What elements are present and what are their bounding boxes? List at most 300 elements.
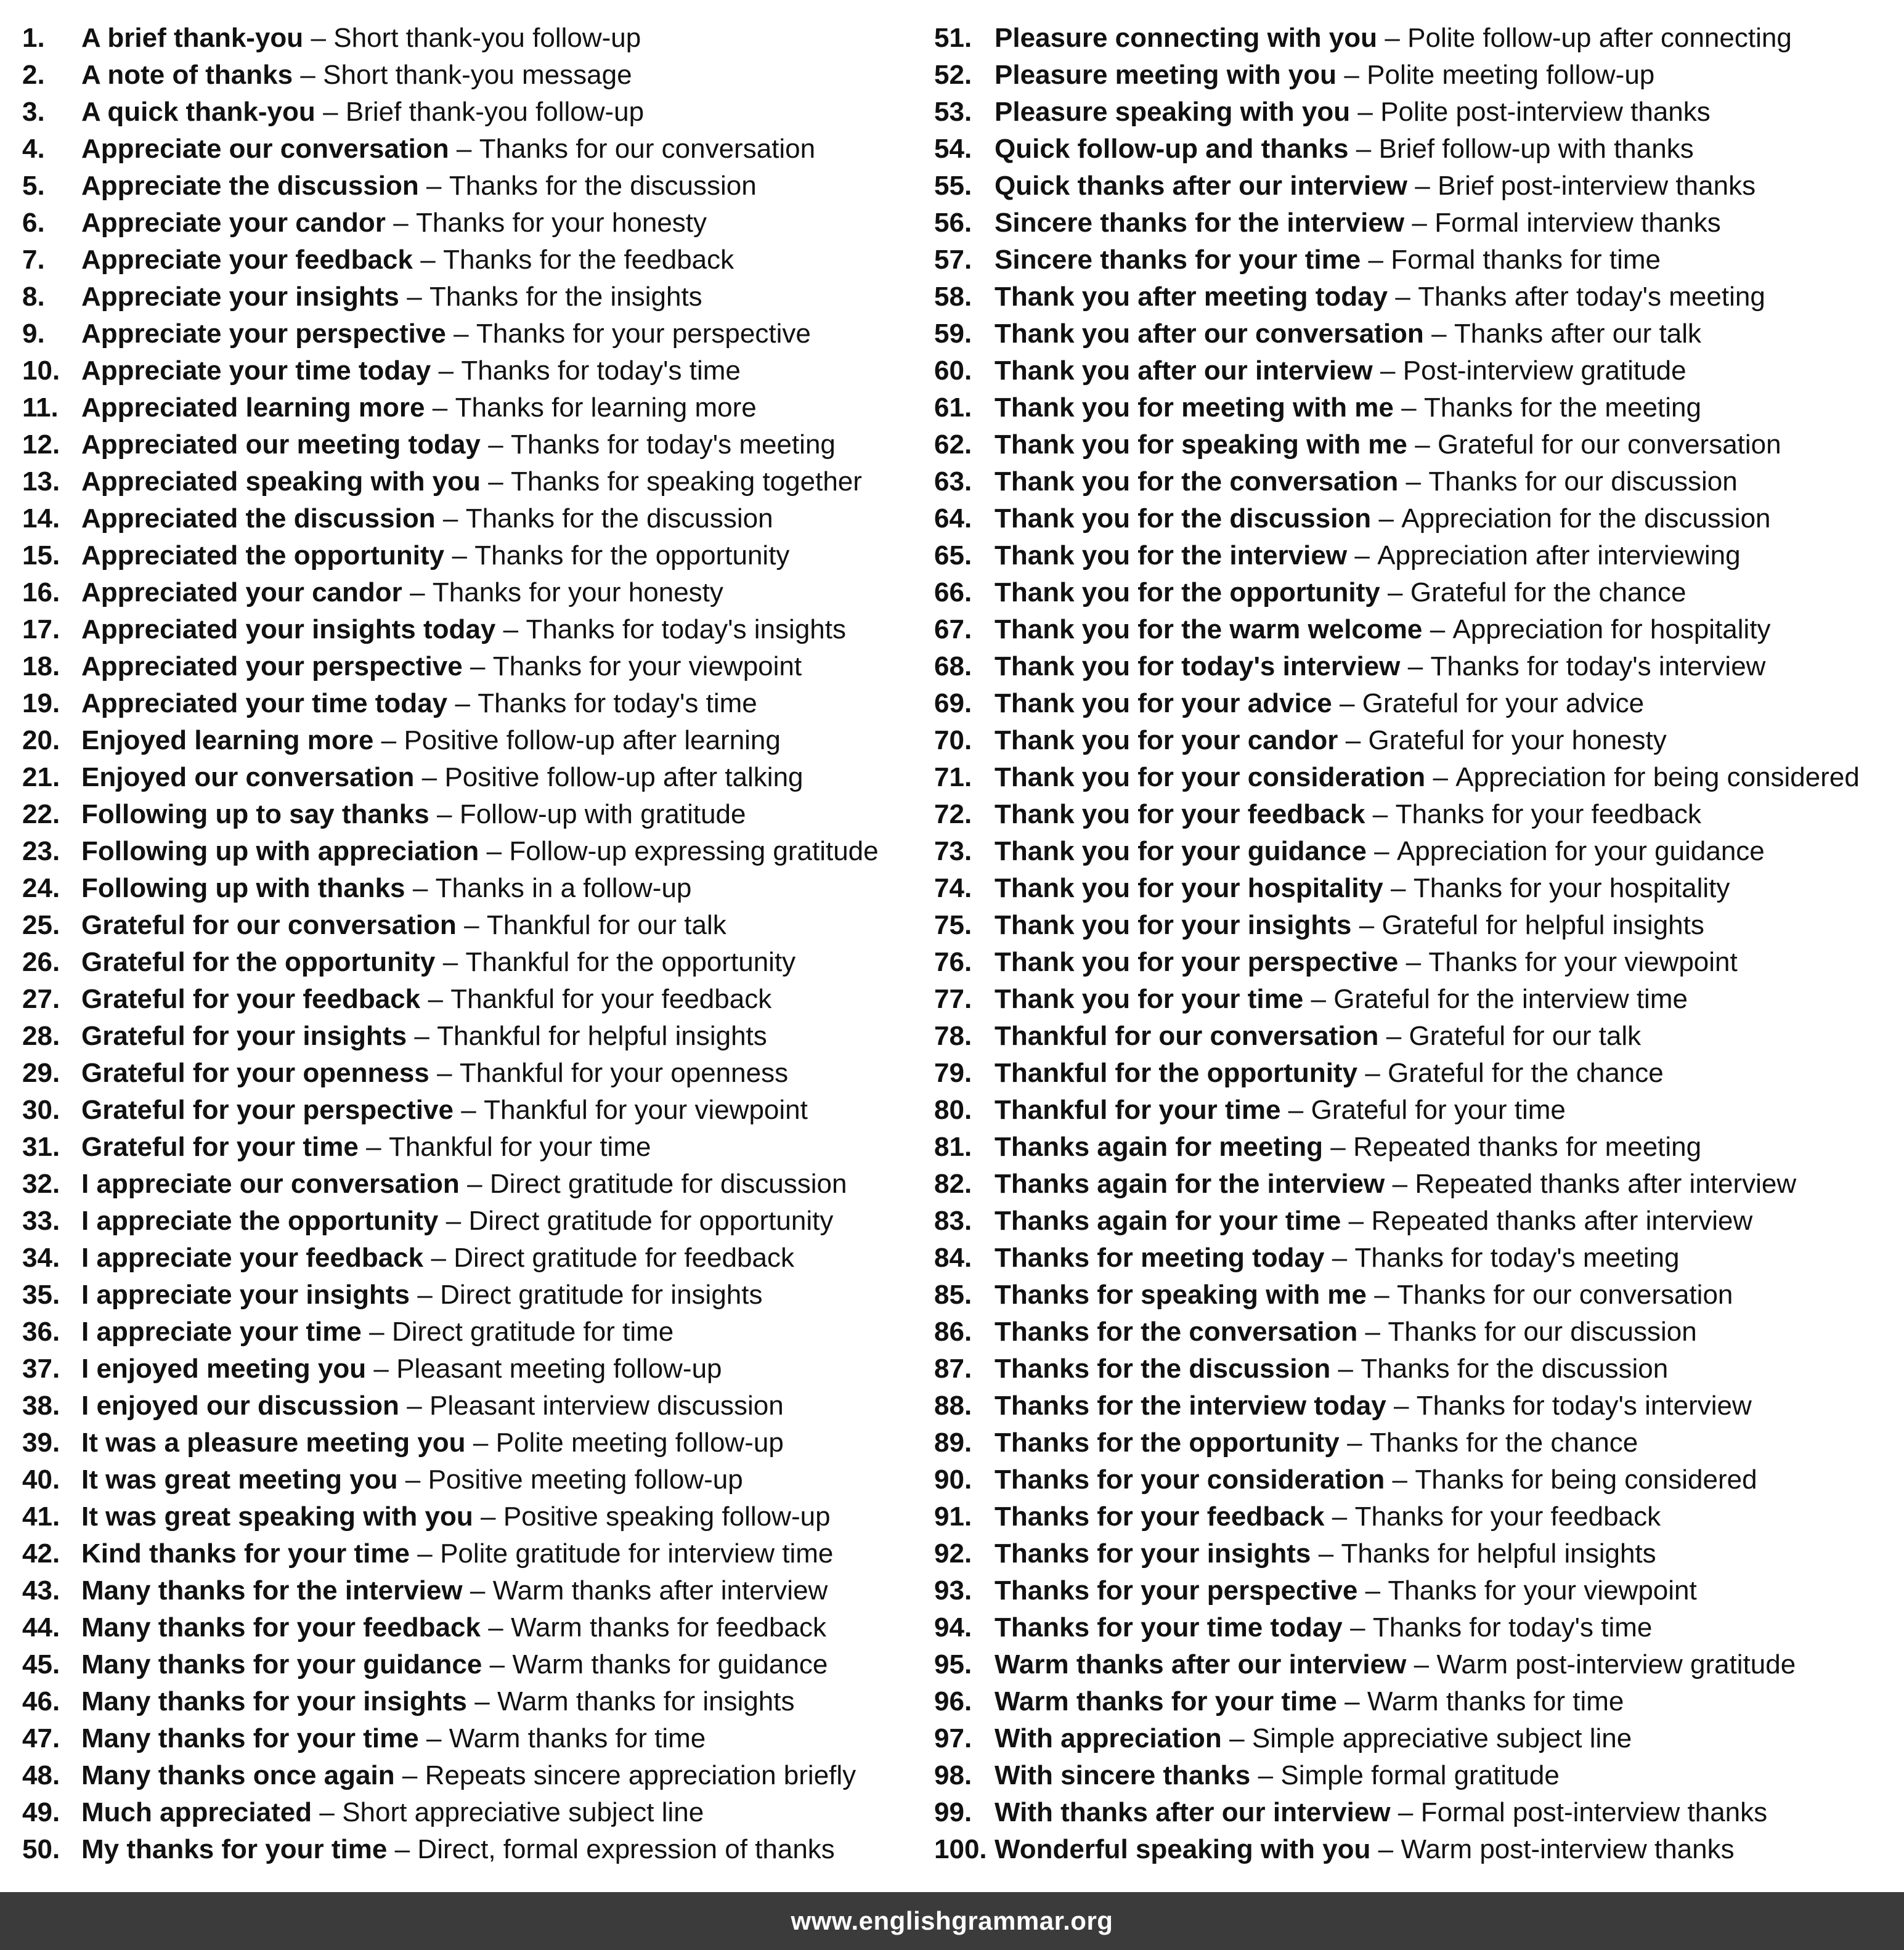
item-phrase: I appreciate your time <box>81 1317 362 1347</box>
item-description: Thanks for the discussion <box>1361 1354 1669 1384</box>
list-item <box>22 1424 928 1461</box>
item-phrase: Appreciated your time today <box>81 688 448 718</box>
item-description: Positive speaking follow-up <box>503 1501 831 1532</box>
item-description: Thanks for your perspective <box>476 319 811 349</box>
item-number: 30. <box>22 1095 60 1125</box>
item-number: 39. <box>22 1428 60 1458</box>
list-item <box>22 1240 928 1277</box>
item-number: 77. <box>934 984 972 1014</box>
item-number: 62. <box>934 429 972 460</box>
list-item <box>934 907 1895 944</box>
item-phrase: Appreciate your time today <box>81 355 431 386</box>
item-number: 88. <box>934 1391 972 1421</box>
item-phrase: Quick thanks after our interview <box>995 171 1407 201</box>
item-number: 48. <box>22 1760 60 1790</box>
item-description: Thanks after our talk <box>1454 319 1701 349</box>
item-number: 27. <box>22 984 60 1014</box>
item-separator: – <box>1345 725 1361 755</box>
item-separator: – <box>381 725 397 755</box>
item-description: Appreciation for your guidance <box>1396 836 1765 866</box>
item-number: 46. <box>22 1686 60 1716</box>
item-number: 55. <box>934 171 972 201</box>
item-number: 28. <box>22 1021 60 1051</box>
item-phrase: Thanks for meeting today <box>995 1243 1325 1273</box>
item-separator: – <box>412 873 428 903</box>
item-description: Polite gratitude for interview time <box>440 1538 834 1569</box>
item-description: Appreciation for hospitality <box>1452 614 1771 644</box>
item-phrase: Sincere thanks for the interview <box>995 208 1405 238</box>
item-separator: – <box>488 429 503 460</box>
list-item <box>22 685 928 722</box>
item-phrase: Appreciated your insights today <box>81 614 496 644</box>
item-number: 91. <box>934 1501 972 1532</box>
item-phrase: Thank you after meeting today <box>995 282 1388 312</box>
item-number: 53. <box>934 97 972 127</box>
item-separator: – <box>426 1723 442 1753</box>
item-description: Polite follow-up after connecting <box>1407 23 1792 53</box>
item-phrase: Thank you after our conversation <box>995 319 1424 349</box>
item-phrase: A brief thank-you <box>81 23 304 53</box>
item-number: 33. <box>22 1206 60 1236</box>
list-item <box>934 870 1895 907</box>
item-separator: – <box>373 1354 389 1384</box>
item-separator: – <box>1378 1834 1394 1864</box>
item-phrase: Following up to say thanks <box>81 799 429 829</box>
list-item <box>22 759 928 796</box>
item-description: Thanks for speaking together <box>511 466 862 497</box>
item-number: 87. <box>934 1354 972 1384</box>
item-separator: – <box>1392 1465 1408 1495</box>
item-description: Thankful for helpful insights <box>437 1021 767 1051</box>
item-phrase: Appreciated our meeting today <box>81 429 481 460</box>
list-item <box>934 20 1895 57</box>
item-number: 85. <box>934 1280 972 1310</box>
item-separator: – <box>323 97 338 127</box>
item-separator: – <box>1415 429 1430 460</box>
list-item <box>22 870 928 907</box>
list-item <box>934 1794 1895 1831</box>
item-separator: – <box>1397 1797 1414 1827</box>
item-number: 96. <box>934 1686 972 1716</box>
right-column <box>934 20 1895 1868</box>
item-number: 26. <box>22 947 60 977</box>
item-separator: – <box>407 282 422 312</box>
item-number: 43. <box>22 1575 60 1606</box>
item-description: Thanks in a follow-up <box>435 873 692 903</box>
item-number: 95. <box>934 1649 972 1680</box>
list-item <box>934 1609 1895 1646</box>
list-item <box>22 1387 928 1424</box>
item-phrase: Appreciate our conversation <box>81 134 449 164</box>
item-phrase: Grateful for your feedback <box>81 984 421 1014</box>
list-item <box>22 1609 928 1646</box>
item-separator: – <box>311 23 326 53</box>
item-phrase: Thank you for your perspective <box>995 947 1399 977</box>
list-item <box>934 833 1895 870</box>
item-description: Formal interview thanks <box>1434 208 1721 238</box>
item-number: 90. <box>934 1465 972 1495</box>
item-description: Repeated thanks for meeting <box>1353 1132 1702 1162</box>
item-number: 42. <box>22 1538 60 1569</box>
item-phrase: Warm thanks after our interview <box>995 1649 1407 1680</box>
item-number: 2. <box>22 60 45 90</box>
item-number: 16. <box>22 577 60 607</box>
item-number: 4. <box>22 134 45 164</box>
item-description: Thanks for the feedback <box>443 245 734 275</box>
list-item <box>934 1646 1895 1683</box>
list-item <box>22 944 928 981</box>
item-separator: – <box>1365 1575 1381 1606</box>
item-phrase: Thanks for your perspective <box>995 1575 1358 1606</box>
item-phrase: Appreciated the opportunity <box>81 540 445 571</box>
item-description: Thankful for your viewpoint <box>484 1095 808 1125</box>
item-number: 45. <box>22 1649 60 1680</box>
list-item <box>934 1018 1895 1055</box>
item-description: Simple appreciative subject line <box>1251 1723 1632 1753</box>
item-phrase: With thanks after our interview <box>995 1797 1391 1827</box>
item-separator: – <box>437 1058 452 1088</box>
list-item <box>22 574 928 611</box>
item-number: 32. <box>22 1169 60 1199</box>
list-item <box>934 611 1895 648</box>
item-separator: – <box>1229 1723 1245 1753</box>
list-item <box>22 537 928 574</box>
item-separator: – <box>1348 1206 1364 1236</box>
list-item <box>22 315 928 352</box>
item-number: 69. <box>934 688 972 718</box>
list-item <box>934 57 1895 94</box>
item-phrase: Thank you for your feedback <box>995 799 1365 829</box>
list-item <box>22 242 928 278</box>
item-description: Thanks for your honesty <box>416 208 707 238</box>
item-separator: – <box>1330 1132 1346 1162</box>
item-description: Grateful for your honesty <box>1368 725 1667 755</box>
list-item <box>22 168 928 205</box>
item-separator: – <box>464 910 479 940</box>
item-description: Thanks for today's meeting <box>1354 1243 1680 1273</box>
item-description: Thanks for your hospitality <box>1413 873 1730 903</box>
item-separator: – <box>486 836 502 866</box>
item-separator: – <box>1374 836 1389 866</box>
item-separator: – <box>1406 466 1422 497</box>
item-separator: – <box>1386 1021 1402 1051</box>
item-number: 65. <box>934 540 972 571</box>
item-number: 9. <box>22 319 45 349</box>
item-number: 25. <box>22 910 60 940</box>
item-number: 47. <box>22 1723 60 1753</box>
item-description: Thanks for your honesty <box>432 577 723 607</box>
item-separator: – <box>461 1095 476 1125</box>
item-separator: – <box>421 762 437 792</box>
item-separator: – <box>1344 60 1359 90</box>
item-separator: – <box>405 1465 421 1495</box>
item-separator: – <box>1394 1391 1409 1421</box>
item-number: 58. <box>934 282 972 312</box>
item-phrase: Thanks again for your time <box>995 1206 1341 1236</box>
item-separator: – <box>1311 984 1326 1014</box>
list-item <box>934 1831 1895 1868</box>
item-description: Direct gratitude for feedback <box>454 1243 794 1273</box>
list-item <box>934 352 1895 389</box>
item-phrase: I enjoyed meeting you <box>81 1354 367 1384</box>
list-item <box>934 1203 1895 1240</box>
list-item <box>934 1535 1895 1572</box>
item-description: Brief thank-you follow-up <box>345 97 645 127</box>
item-description: Appreciation for being considered <box>1455 762 1860 792</box>
item-number: 54. <box>934 134 972 164</box>
item-number: 86. <box>934 1317 972 1347</box>
item-separator: – <box>1392 1169 1408 1199</box>
item-phrase: Much appreciated <box>81 1797 312 1827</box>
item-description: Thanks for the meeting <box>1423 392 1701 423</box>
list-item <box>934 981 1895 1018</box>
item-separator: – <box>1378 503 1394 534</box>
item-phrase: Appreciated the discussion <box>81 503 436 534</box>
item-number: 61. <box>934 392 972 423</box>
item-separator: – <box>1433 762 1448 792</box>
item-description: Grateful for our talk <box>1409 1021 1642 1051</box>
list-item <box>934 722 1895 759</box>
item-description: Thanks for your feedback <box>1354 1501 1661 1532</box>
item-description: Short thank-you message <box>323 60 632 90</box>
item-phrase: Warm thanks for your time <box>995 1686 1337 1716</box>
item-phrase: Many thanks for your time <box>81 1723 419 1753</box>
item-number: 1. <box>22 23 45 53</box>
item-description: Thanks for your feedback <box>1395 799 1702 829</box>
item-phrase: Quick follow-up and thanks <box>995 134 1349 164</box>
item-phrase: Appreciated your perspective <box>81 651 463 681</box>
list-item <box>22 722 928 759</box>
item-number: 70. <box>934 725 972 755</box>
item-phrase: It was great speaking with you <box>81 1501 473 1532</box>
item-phrase: Thanks for the discussion <box>995 1354 1331 1384</box>
item-description: Appreciation after interviewing <box>1377 540 1741 571</box>
item-phrase: I appreciate the opportunity <box>81 1206 439 1236</box>
item-phrase: Thank you for the conversation <box>995 466 1399 497</box>
item-phrase: I enjoyed our discussion <box>81 1391 399 1421</box>
item-number: 10. <box>22 355 60 386</box>
list-item <box>934 1757 1895 1794</box>
item-separator: – <box>488 466 503 497</box>
item-phrase: Appreciated your candor <box>81 577 402 607</box>
item-description: Warm thanks for feedback <box>511 1612 826 1643</box>
item-number: 36. <box>22 1317 60 1347</box>
item-description: Direct gratitude for opportunity <box>468 1206 834 1236</box>
item-description: Thanks for the opportunity <box>474 540 790 571</box>
item-separator: – <box>1401 392 1417 423</box>
list-item <box>22 981 928 1018</box>
item-phrase: Thank you for the warm welcome <box>995 614 1423 644</box>
item-phrase: Thanks again for meeting <box>995 1132 1323 1162</box>
list-item <box>22 1757 928 1794</box>
item-phrase: Grateful for our conversation <box>81 910 457 940</box>
item-description: Grateful for helpful insights <box>1381 910 1704 940</box>
item-number: 6. <box>22 208 45 238</box>
item-description: Repeats sincere appreciation briefly <box>425 1760 856 1790</box>
item-separator: – <box>1388 577 1403 607</box>
item-description: Warm thanks after interview <box>492 1575 828 1606</box>
item-number: 98. <box>934 1760 972 1790</box>
item-description: Follow-up with gratitude <box>459 799 746 829</box>
item-separator: – <box>437 799 452 829</box>
item-separator: – <box>1318 1538 1334 1569</box>
item-number: 19. <box>22 688 60 718</box>
item-phrase: Appreciated speaking with you <box>81 466 481 497</box>
item-number: 68. <box>934 651 972 681</box>
list-item <box>934 1461 1895 1498</box>
item-description: Formal thanks for time <box>1391 245 1661 275</box>
item-separator: – <box>1365 1058 1380 1088</box>
list-item <box>22 426 928 463</box>
item-description: Thanks for learning more <box>455 392 757 423</box>
item-description: Short appreciative subject line <box>342 1797 704 1827</box>
list-item <box>22 1351 928 1387</box>
item-separator: – <box>470 651 486 681</box>
item-number: 80. <box>934 1095 972 1125</box>
item-number: 49. <box>22 1797 60 1827</box>
item-phrase: Kind thanks for your time <box>81 1538 410 1569</box>
item-separator: – <box>445 1206 462 1236</box>
item-number: 18. <box>22 651 60 681</box>
item-phrase: It was a pleasure meeting you <box>81 1428 466 1458</box>
item-phrase: Grateful for your openness <box>81 1058 429 1088</box>
item-phrase: Thankful for our conversation <box>995 1021 1379 1051</box>
list-item <box>22 463 928 500</box>
item-number: 76. <box>934 947 972 977</box>
list-item <box>934 463 1895 500</box>
list-item <box>934 1092 1895 1129</box>
item-separator: – <box>470 1575 486 1606</box>
list-item <box>934 426 1895 463</box>
list-item <box>22 131 928 168</box>
item-description: Follow-up expressing gratitude <box>509 836 879 866</box>
item-phrase: Grateful for the opportunity <box>81 947 436 977</box>
item-description: Direct gratitude for discussion <box>489 1169 847 1199</box>
item-separator: – <box>442 947 458 977</box>
item-number: 56. <box>934 208 972 238</box>
item-number: 14. <box>22 503 60 534</box>
item-description: Formal post-interview thanks <box>1420 1797 1768 1827</box>
item-phrase: Pleasure meeting with you <box>995 60 1337 90</box>
item-separator: – <box>438 355 454 386</box>
item-separator: – <box>431 1243 446 1273</box>
item-separator: – <box>452 540 467 571</box>
item-number: 52. <box>934 60 972 90</box>
item-phrase: A note of thanks <box>81 60 293 90</box>
list-item <box>934 796 1895 833</box>
item-separator: – <box>1288 1095 1304 1125</box>
item-separator: – <box>420 245 436 275</box>
list-item <box>934 1277 1895 1314</box>
item-description: Grateful for our conversation <box>1438 429 1781 460</box>
item-number: 73. <box>934 836 972 866</box>
item-number: 7. <box>22 245 45 275</box>
item-phrase: Pleasure connecting with you <box>995 23 1378 53</box>
list-item <box>22 1794 928 1831</box>
item-separator: – <box>414 1021 429 1051</box>
list-item <box>934 537 1895 574</box>
list-item <box>934 1683 1895 1720</box>
item-description: Thanks for your viewpoint <box>492 651 802 681</box>
item-description: Short thank-you follow-up <box>333 23 641 53</box>
item-separator: – <box>1258 1760 1274 1790</box>
item-number: 84. <box>934 1243 972 1273</box>
item-description: Thanks for our discussion <box>1428 466 1738 497</box>
item-phrase: Many thanks once again <box>81 1760 395 1790</box>
list-item <box>934 1055 1895 1092</box>
item-separator: – <box>1406 947 1422 977</box>
item-number: 94. <box>934 1612 972 1643</box>
item-description: Thanks for today's time <box>478 688 757 718</box>
item-number: 75. <box>934 910 972 940</box>
list-item <box>934 1572 1895 1609</box>
list-item <box>22 500 928 537</box>
item-phrase: Thank you for your candor <box>995 725 1338 755</box>
item-description: Thanks for our conversation <box>479 134 816 164</box>
footer-bar <box>0 1892 1904 1950</box>
item-phrase: A quick thank-you <box>81 97 315 127</box>
item-phrase: Thanks for speaking with me <box>995 1280 1367 1310</box>
list-item <box>22 1535 928 1572</box>
item-description: Thanks for your viewpoint <box>1388 1575 1697 1606</box>
list-item <box>22 57 928 94</box>
list-item <box>22 1314 928 1351</box>
item-phrase: Appreciate your insights <box>81 282 399 312</box>
list-item <box>22 796 928 833</box>
list-item <box>934 242 1895 278</box>
item-separator: – <box>1338 1354 1354 1384</box>
item-phrase: Thank you for your time <box>995 984 1304 1014</box>
item-separator: – <box>1345 1686 1360 1716</box>
list-item <box>934 1166 1895 1203</box>
item-separator: – <box>1372 799 1388 829</box>
item-phrase: Thank you for your advice <box>995 688 1332 718</box>
list-item <box>22 1203 928 1240</box>
item-phrase: Thank you for the interview <box>995 540 1348 571</box>
item-number: 35. <box>22 1280 60 1310</box>
list-item <box>934 1314 1895 1351</box>
item-phrase: Thank you for meeting with me <box>995 392 1394 423</box>
item-phrase: Many thanks for your guidance <box>81 1649 482 1680</box>
item-separator: – <box>473 1428 489 1458</box>
list-item <box>22 205 928 242</box>
item-phrase: Following up with thanks <box>81 873 405 903</box>
item-phrase: Thank you after our interview <box>995 355 1373 386</box>
item-phrase: Thanks for your consideration <box>995 1465 1385 1495</box>
item-number: 60. <box>934 355 972 386</box>
item-description: Positive follow-up after talking <box>444 762 804 792</box>
item-phrase: Thank you for your insights <box>995 910 1352 940</box>
item-number: 82. <box>934 1169 972 1199</box>
item-phrase: Enjoyed learning more <box>81 725 374 755</box>
item-separator: – <box>456 134 472 164</box>
item-number: 20. <box>22 725 60 755</box>
item-separator: – <box>488 1612 503 1643</box>
list-item <box>934 278 1895 315</box>
item-description: Grateful for the chance <box>1410 577 1686 607</box>
item-description: Grateful for the chance <box>1388 1058 1664 1088</box>
item-number: 40. <box>22 1465 60 1495</box>
item-number: 57. <box>934 245 972 275</box>
item-separator: – <box>1380 355 1396 386</box>
list-item <box>22 833 928 870</box>
item-description: Warm thanks for time <box>449 1723 706 1753</box>
list-item <box>934 205 1895 242</box>
item-phrase: Thankful for your time <box>995 1095 1281 1125</box>
item-number: 81. <box>934 1132 972 1162</box>
item-phrase: Thank you for your hospitality <box>995 873 1383 903</box>
item-separator: – <box>432 392 448 423</box>
